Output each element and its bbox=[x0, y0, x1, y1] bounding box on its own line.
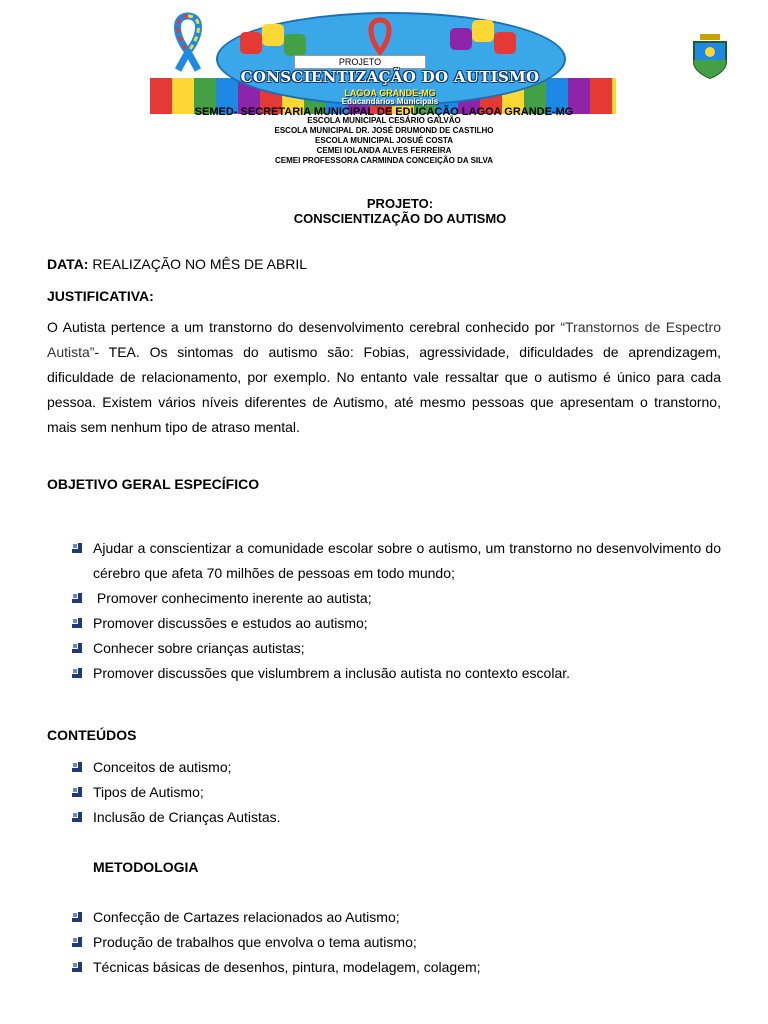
list-item: Produção de trabalhos que envolva o tema autismo; bbox=[93, 934, 417, 950]
municipal-crest-icon bbox=[690, 34, 730, 80]
bullet-icon bbox=[72, 643, 82, 653]
bullet-icon bbox=[72, 937, 82, 947]
puzzle-piece-icon bbox=[450, 28, 472, 50]
bullet-icon bbox=[72, 962, 82, 972]
justificativa-text-b: - TEA. Os sintomas do autismo são: Fobias, agressividade, dificuldades de aprendizagem, dificuldade de relacionamento, por exemplo. No entanto vale ressaltar que o autismo é único para cada pessoa. Existem vários níveis diferentes de Autismo, até mesmo pessoas que apresentam o transtorno, mais sem nenhum tipo de atraso mental. bbox=[47, 344, 721, 435]
data-line bbox=[47, 256, 307, 272]
doc-title-line1: PROJETO: bbox=[366, 196, 434, 211]
bullet-icon bbox=[72, 812, 82, 822]
justificativa-paragraph bbox=[47, 315, 721, 440]
list-item: Inclusão de Crianças Autistas. bbox=[93, 809, 281, 825]
bullet-icon bbox=[72, 787, 82, 797]
ribbon-icon bbox=[360, 16, 400, 56]
header-banner bbox=[150, 10, 616, 110]
data-label: DATA: bbox=[47, 256, 89, 272]
justificativa-quote: “Transtornos de Espectro Autista” bbox=[47, 319, 721, 360]
school-name: CEMEI PROFESSORA CARMINDA CONCEIÇÃO DA SILVA bbox=[275, 156, 493, 165]
bullet-icon bbox=[72, 912, 82, 922]
list-item: Tipos de Autismo; bbox=[93, 784, 204, 800]
objetivo-heading: OBJETIVO GERAL ESPECÍFICO bbox=[47, 476, 260, 492]
banner-projeto-label: PROJETO bbox=[294, 55, 426, 69]
bullet-icon bbox=[72, 593, 82, 603]
banner-subtitle-2: Educandários Municipais bbox=[341, 97, 439, 106]
list-item: Promover discussões que vislumbrem a inclusão autista no contexto escolar. bbox=[93, 665, 571, 681]
list-item: Técnicas básicas de desenhos, pintura, modelagem, colagem; bbox=[93, 959, 481, 975]
bullet-icon bbox=[72, 618, 82, 628]
data-value: REALIZAÇÃO NO MÊS DE ABRIL bbox=[88, 256, 308, 272]
metodologia-heading: METODOLOGIA bbox=[93, 859, 199, 875]
list-item: Confecção de Cartazes relacionados ao Autismo; bbox=[93, 909, 400, 925]
autism-ribbon-icon bbox=[168, 12, 208, 74]
list-item: Conhecer sobre crianças autistas; bbox=[93, 640, 305, 656]
school-name: ESCOLA MUNICIPAL JOSUÉ COSTA bbox=[315, 136, 453, 145]
banner-subtitle: LAGOA GRANDE-MG bbox=[344, 88, 436, 98]
puzzle-piece-icon bbox=[472, 20, 494, 42]
list-item: Conceitos de autismo; bbox=[93, 759, 232, 775]
bullet-icon bbox=[72, 543, 82, 553]
bullet-icon bbox=[72, 762, 82, 772]
school-name: CEMEI IOLANDA ALVES FERREIRA bbox=[316, 146, 452, 155]
doc-title-line2: CONSCIENTIZAÇÃO DO AUTISMO bbox=[293, 211, 507, 226]
justificativa-text-a: O Autista pertence a um transtorno do desenvolvimento cerebral conhecido por bbox=[47, 319, 561, 335]
list-item: Promover discussões e estudos ao autismo; bbox=[93, 615, 368, 631]
school-name: ESCOLA MUNICIPAL CESÁRIO GALVÃO bbox=[307, 116, 461, 125]
bullet-icon bbox=[72, 668, 82, 678]
org-name: SEMED- SECRETARIA MUNICIPAL DE EDUCAÇÃO LAGOA GRANDE-MG bbox=[194, 106, 574, 118]
list-item: Ajudar a conscientizar a comunidade escolar sobre o autismo, um transtorno no desenvolvimento do cérebro que afeta 70 milhões de pessoas em todo mundo; bbox=[93, 540, 721, 581]
list-item: Promover conhecimento inerente ao autista; bbox=[93, 590, 372, 606]
conteudos-heading: CONTEÚDOS bbox=[47, 727, 137, 743]
school-name: ESCOLA MUNICIPAL DR. JOSÉ DRUMOND DE CASTILHO bbox=[274, 126, 494, 135]
justificativa-heading: JUSTIFICATIVA: bbox=[47, 288, 154, 304]
puzzle-piece-icon bbox=[240, 32, 262, 54]
banner-title: CONSCIENTIZAÇÃO DO AUTISMO bbox=[240, 68, 540, 86]
puzzle-piece-icon bbox=[494, 32, 516, 54]
puzzle-piece-icon bbox=[262, 24, 284, 46]
puzzle-piece-icon bbox=[284, 34, 306, 56]
